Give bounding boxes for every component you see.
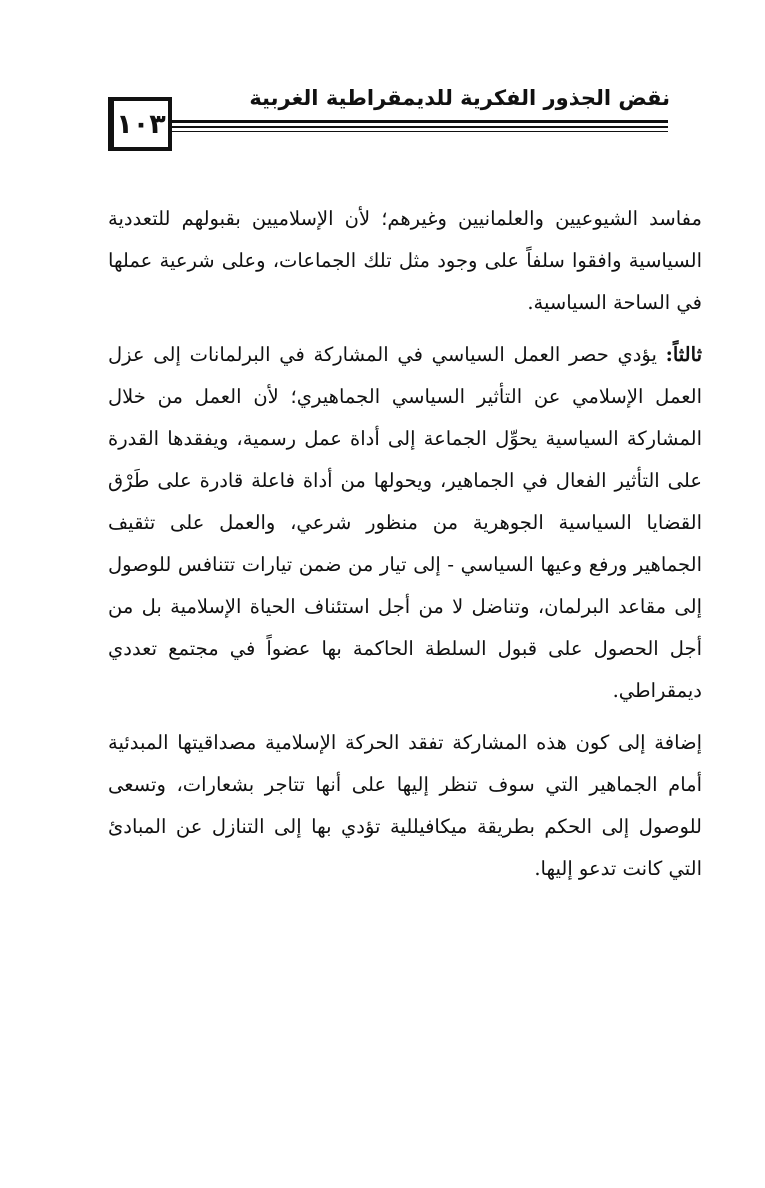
- running-title: نقض الجذور الفكرية للديمقراطية الغربية: [249, 86, 670, 110]
- header-rule: [172, 131, 668, 132]
- page-number-box: [108, 97, 172, 151]
- paragraph-1: [108, 198, 702, 324]
- paragraph-text: مفاسد الشيوعيين والعلمانيين وغيرهم؛ لأن الإسلاميين بقبولهم للتعددية السياسية وافقوا سلفاً على وجود مثل تلك الجماعات، وعلى شرعية عملها في الساحة السياسية.: [108, 207, 702, 314]
- paragraph-text: إضافة إلى كون هذه المشاركة تفقد الحركة الإسلامية مصداقيتها المبدئية أمام الجماهير التي سوف تنظر إليها على أنها تتاجر بشعارات، وتسعى للوصول إلى الحكم بطريقة ميكافيللية تؤدي بها إلى التنازل عن المبادئ التي كانت تدعو إليها.: [108, 731, 702, 880]
- paragraph-2: [108, 334, 702, 712]
- header-rule: [172, 120, 668, 123]
- paragraph-text: يؤدي حصر العمل السياسي في المشاركة في البرلمانات إلى عزل العمل الإسلامي عن التأثير السياسي الجماهيري؛ لأن العمل من خلال المشاركة السياسية يحوِّل الجماعة إلى أداة عمل رسمية، ويفقدها القدرة على التأثير الفعال في الجماهير، ويحولها من أداة فاعلة قادرة على طَرْق القضايا السياسية الجوهرية من منظور شرعي، والعمل على تثقيف الجماهير ورفع وعيها السياسي - إلى تيار من ضمن تيارات تتنافس للوصول إلى مقاعد البرلمان، وتناضل لا من أجل استئناف الحياة الإسلامية بل من أجل الحصول على قبول السلطة الحاكمة بها عضواً في مجتمع تعددي ديمقراطي.: [108, 343, 702, 702]
- page-number: ١٠٣: [116, 108, 166, 140]
- paragraph-lead: ثالثاً:: [665, 343, 702, 366]
- header-rule: [172, 126, 668, 128]
- paragraph-3: [108, 722, 702, 890]
- body-text: [108, 198, 702, 890]
